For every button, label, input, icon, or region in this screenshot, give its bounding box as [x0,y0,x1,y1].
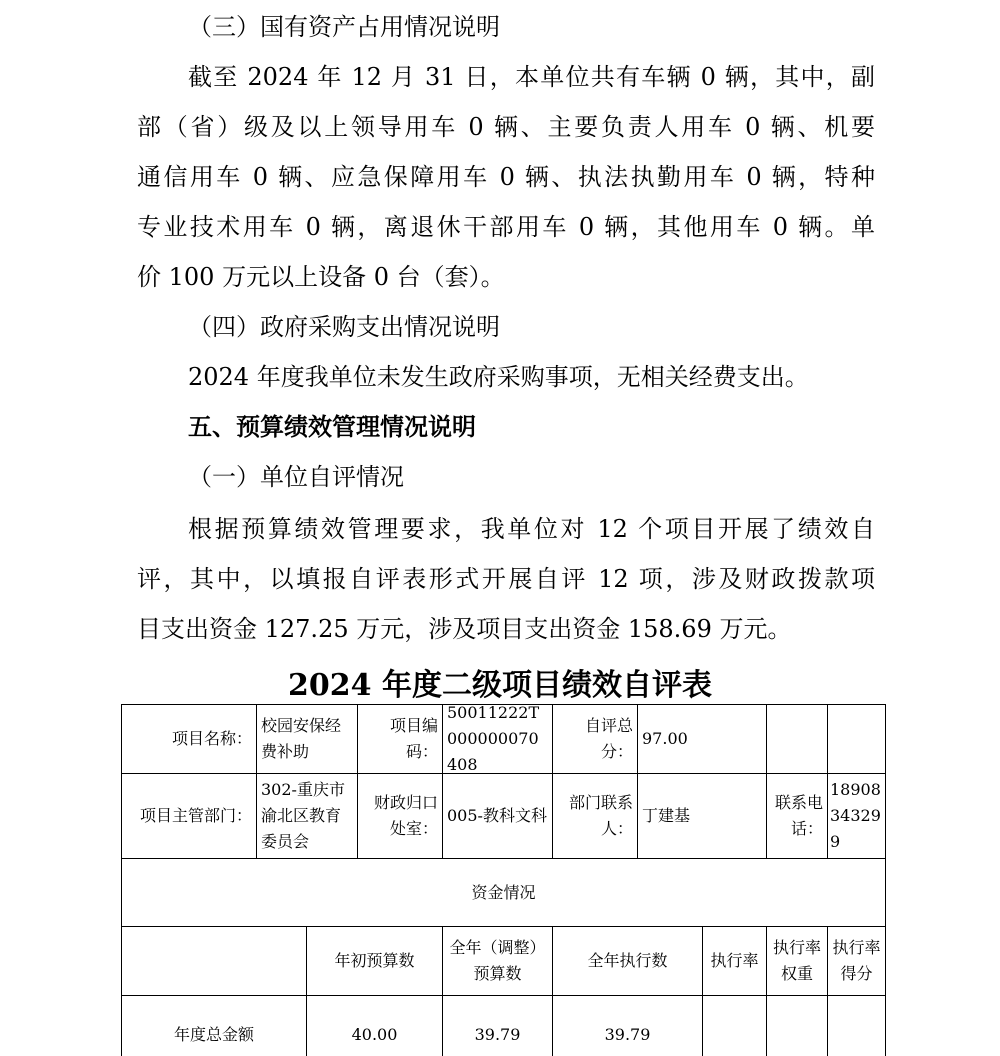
paragraph-line: 截至 2024 年 12 月 31 日，本单位共有车辆 0 辆，其中，副 [188,63,875,91]
value-executed: 39.79 [552,995,703,1056]
label-finance: 财政归口处室： [357,773,443,859]
table-title: 2024 年度二级项目绩效自评表 [288,668,712,703]
paragraph-line: 通信用车 0 辆、应急保障用车 0 辆、执法执勤用车 0 辆，特种 [137,163,875,191]
label-phone: 联系电话： [766,773,828,859]
header-initial-budget: 年初预算数 [306,926,443,996]
phone: 18908343299 [827,773,886,859]
score: 97.00 [637,704,767,774]
contact: 丁建基 [637,773,767,859]
empty-cell [827,704,886,774]
label-contact: 部门联系人： [552,773,638,859]
value-exec-score [827,995,886,1056]
empty-cell [121,926,307,996]
value-initial-budget: 40.00 [306,995,443,1056]
finance-office: 005-教科文科 [442,773,553,859]
dept: 302-重庆市渝北区教育委员会 [256,773,358,859]
project-name: 校园安保经费补助 [256,704,358,774]
paragraph-line: 2024 年度我单位未发生政府采购事项，无相关经费支出。 [188,363,809,391]
part-heading: 五、预算绩效管理情况说明 [188,412,476,441]
header-adjusted-budget: 全年（调整）预算数 [442,926,553,996]
section-heading-procurement: （四）政府采购支出情况说明 [188,313,500,341]
section-heading-assets: （三）国有资产占用情况说明 [188,13,500,41]
header-exec-rate: 执行率 [702,926,767,996]
header-exec-weight: 执行率权重 [766,926,828,996]
paragraph-line: 根据预算绩效管理要求，我单位对 12 个项目开展了绩效自 [188,515,875,543]
empty-cell [766,704,828,774]
label-project-code: 项目编码： [357,704,443,774]
header-executed: 全年执行数 [552,926,703,996]
project-code: 50011222T000000070408 [442,704,553,774]
paragraph-line: 专业技术用车 0 辆，离退休干部用车 0 辆，其他用车 0 辆。单 [137,213,875,241]
value-adjusted-budget: 39.79 [442,995,553,1056]
label-dept: 项目主管部门： [121,773,257,859]
label-score: 自评总分： [552,704,638,774]
paragraph-line: 评，其中，以填报自评表形式开展自评 12 项，涉及财政拨款项 [137,565,875,593]
header-exec-score: 执行率得分 [827,926,886,996]
value-exec-weight [766,995,828,1056]
subsection-heading: （一）单位自评情况 [188,463,404,491]
funds-heading: 资金情况 [121,858,886,927]
label-project-name: 项目名称： [121,704,257,774]
row-label-total: 年度总金额 [121,995,307,1056]
value-exec-rate [702,995,767,1056]
paragraph-line: 目支出资金 127.25 万元，涉及项目支出资金 158.69 万元。 [137,615,792,643]
paragraph-line: 价 100 万元以上设备 0 台（套）。 [137,263,505,291]
paragraph-line: 部（省）级及以上领导用车 0 辆、主要负责人用车 0 辆、机要 [137,113,875,141]
